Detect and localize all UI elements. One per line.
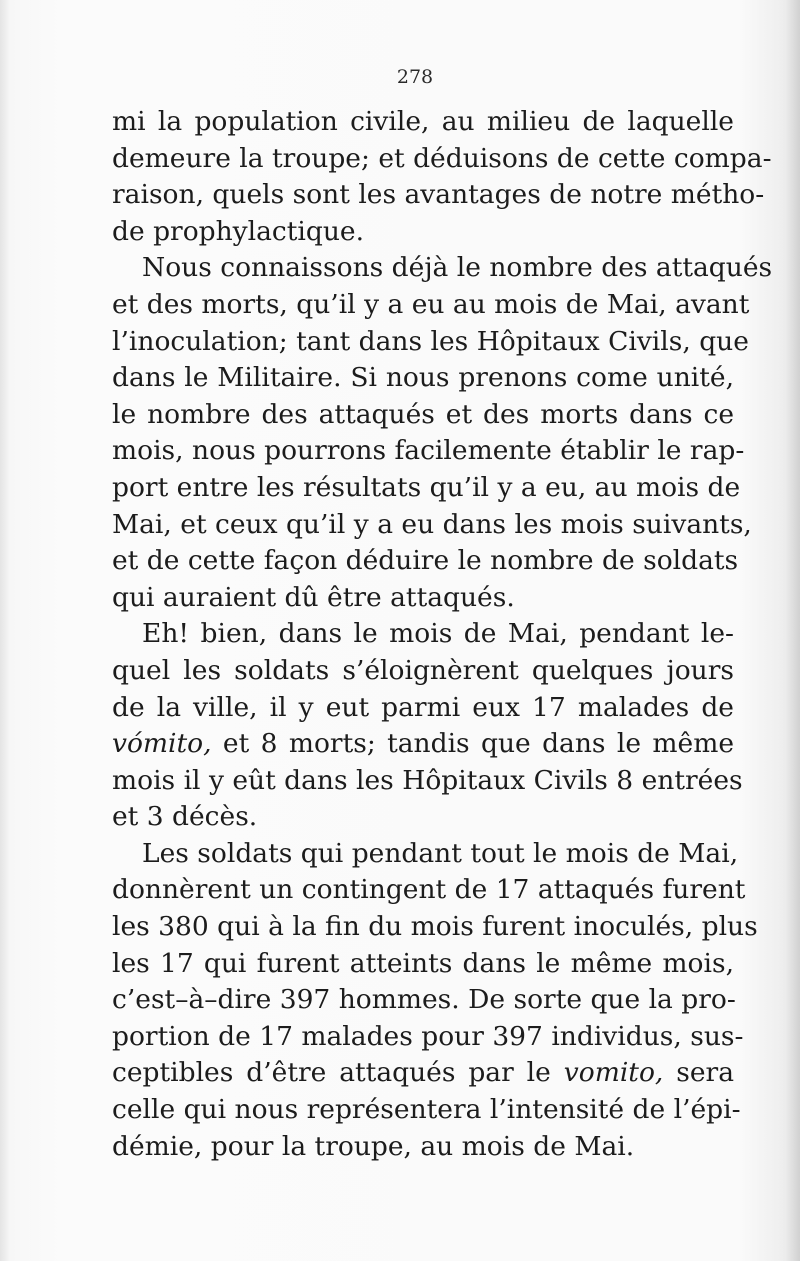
text-line: dans le Militaire. Si nous prenons come unité, [112,362,734,394]
text-segment: ceptibles d’être attaqués par le [112,1057,564,1089]
text-line: Mai, et ceux qu’il y a eu dans les mois suivants, [112,508,752,540]
page-number: 278 [396,66,434,88]
text-line: de la ville, il y eut parmi eux 17 malades de [112,691,734,723]
text-segment: et 8 morts; tandis que dans le même [211,728,734,760]
text-line: Nous connaissons déjà le nombre des attaqués [142,252,773,284]
text-line: mois, nous pourrons facilemente établir le rap- [112,435,745,467]
text-line: et 3 décès. [112,801,258,833]
body-text [112,104,773,1165]
text-line: et des morts, qu’il y a eu au mois de Mai, avant [112,288,750,320]
text-line: démie, pour la troupe, au mois de Mai. [112,1130,635,1162]
text-line: portion de 17 malades pour 397 individus, sus- [112,1020,744,1052]
text-line: donnèrent un contingent de 17 attaqués furent [112,874,746,906]
text-line: mois il y eût dans les Hôpitaux Civils 8 entrées [112,764,743,796]
text-line [112,1055,734,1092]
text-line: quel les soldats s’éloignèrent quelques jours [112,654,734,686]
text-line: Eh! bien, dans le mois de Mai, pendant le- [142,618,734,650]
text-line: les 17 qui furent atteints dans le même mois, [112,947,734,979]
text-line: Les soldats qui pendant tout le mois de Mai, [142,837,739,869]
text-line: et de cette façon déduire le nombre de soldats [112,545,739,577]
text-line: qui auraient dû être attaqués. [112,581,515,613]
page-edge-shadow [786,0,800,1261]
text-line: de prophylactique. [112,215,365,247]
paragraph [112,250,773,616]
text-line: le nombre des attaqués et des morts dans ce [112,398,734,430]
text-line [112,726,734,763]
text-line: les 380 qui à la fin du mois furent inoculés, plus [112,911,758,943]
text-line: raison, quels sont les avantages de notre métho- [112,179,765,211]
text-line: port entre les résultats qu’il y a eu, au mois de [112,471,741,503]
italic-term: vómito, [112,728,212,760]
paragraph [112,836,758,1165]
text-line: celle qui nous représentera l’intensité de l’épi- [112,1094,741,1126]
paragraph [112,104,772,250]
text-line: mi la population civile, au milieu de laquelle [112,106,734,137]
text-line: demeure la troupe; et déduisons de cette compa- [112,142,772,174]
italic-term: vomito, [563,1057,664,1089]
text-line: l’inoculation; tant dans les Hôpitaux Civils, que [112,325,749,357]
paragraph [112,616,743,836]
text-line: c’est–à–dire 397 hommes. De sorte que la pro- [112,984,736,1016]
text-segment: sera [663,1057,734,1089]
